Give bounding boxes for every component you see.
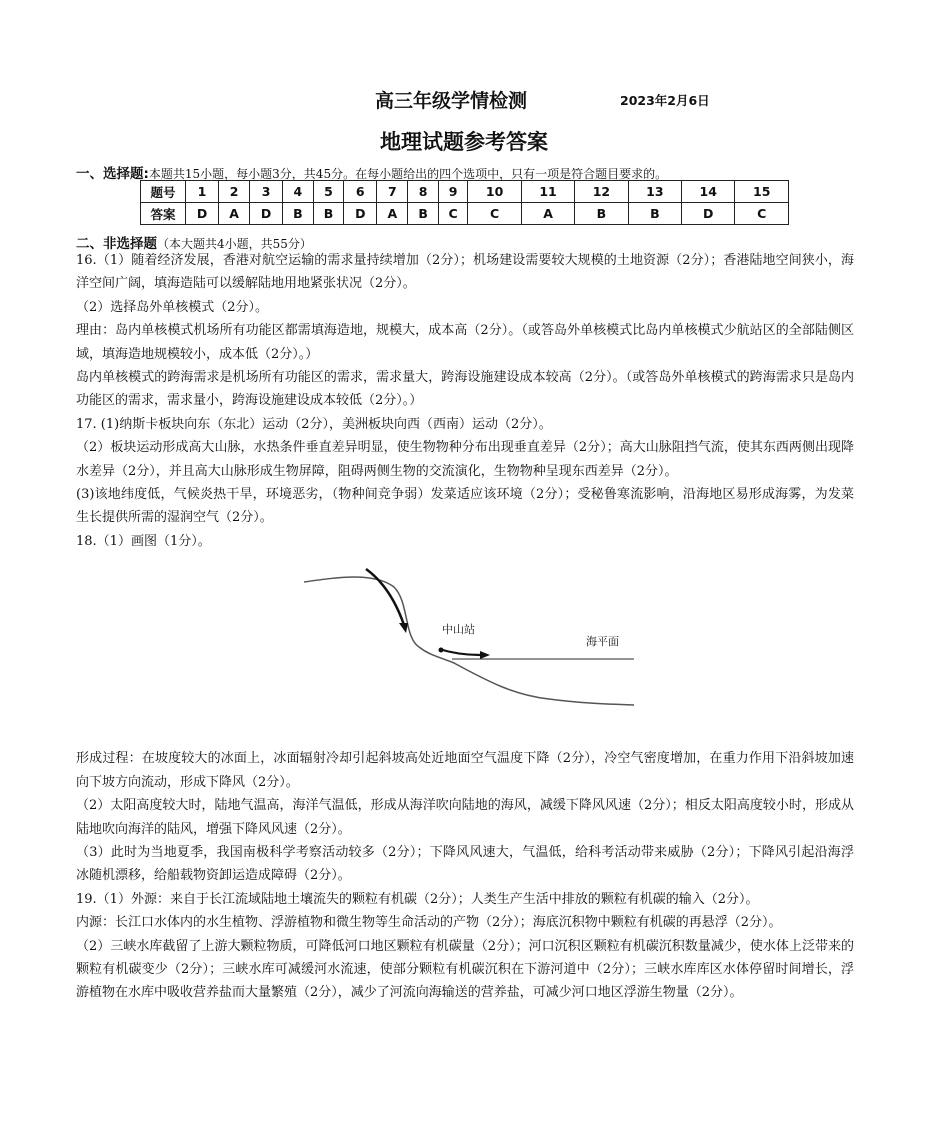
paragraph: 16.（1）随着经济发展，香港对航空运输的需求量持续增加（2分）；机场建设需要较大规模的土地资源（2分）；香港陆地空间狭小，海洋空间广阔，填海造陆可以缓解陆地用地紧张状况（2分）。 <box>76 253 854 292</box>
table-cell: A <box>377 203 408 225</box>
answer-table-answer-row <box>141 203 789 225</box>
answer-table <box>140 180 789 225</box>
table-cell: D <box>250 203 283 225</box>
table-cell: 6 <box>344 181 377 203</box>
table-cell: C <box>438 203 468 225</box>
table-cell: C <box>468 203 521 225</box>
wind-arrow-down <box>366 569 404 625</box>
paragraph: (3)该地纬度低，气候炎热干旱，环境恶劣，（物种间竞争弱）发菜适应该环境（2分）；受秘鲁寒流影响，沿海地区易形成海雾，为发菜生长提供所需的湿润空气（2分）。 <box>76 487 854 526</box>
table-cell: 9 <box>438 181 468 203</box>
table-cell: B <box>575 203 628 225</box>
slope-diagram <box>304 567 634 727</box>
table-cell: D <box>186 203 219 225</box>
paragraph: 理由：岛内单核模式机场所有功能区都需填海造地，规模大，成本高（2分）。（或答岛外单核模式比岛内单核模式少航站区的全部陆侧区域，填海造地规模较小，成本低（2分）。） <box>76 323 854 362</box>
table-cell: B <box>628 203 681 225</box>
table-cell: 4 <box>283 181 314 203</box>
table-cell: A <box>219 203 250 225</box>
paragraph: 18.（1）画图（1分）。 <box>76 533 211 549</box>
header <box>0 86 928 114</box>
wind-arrowhead-along <box>480 651 490 659</box>
paragraph: （3）此时为当地夏季，我国南极科学考察活动较多（2分）；下降风风速大，气温低，给科考活动带来威胁（2分）；下降风引起沿海浮冰随机漂移，给船载物资卸运造成障碍（2分）。 <box>76 844 854 884</box>
table-cell: 1 <box>186 181 219 203</box>
answer-table-number-row <box>141 181 789 203</box>
station-point <box>439 648 444 653</box>
exam-date: 2023年2月6日 <box>620 93 710 108</box>
station-label: 中山站 <box>442 623 475 637</box>
katabatic-wind-figure <box>76 553 854 747</box>
section1-note: 本题共15小题，每小题3分，共45分。在每小题给出的四个选项中，只有一项是符合题目要求的。 <box>148 167 668 181</box>
answer-content <box>76 249 854 1005</box>
exam-title: 高三年级学情检测 <box>375 90 528 112</box>
table-cell: 3 <box>250 181 283 203</box>
table-cell: A <box>521 203 574 225</box>
table-cell: 13 <box>628 181 681 203</box>
table-cell: D <box>344 203 377 225</box>
table-cell: B <box>283 203 314 225</box>
table-cell: 12 <box>575 181 628 203</box>
table-cell: 2 <box>219 181 250 203</box>
row-header-answer: 答案 <box>141 203 186 225</box>
wind-arrow-along <box>439 649 480 655</box>
table-cell: 15 <box>735 181 789 203</box>
paragraph: 岛内单核模式的跨海需求是机场所有功能区的需求，需求量大，跨海设施建设成本较高（2分）。（或答岛外单核模式的跨海需求只是岛内功能区的需求，需求量小，跨海设施建设成本较低（2分）。） <box>76 370 854 409</box>
table-cell: D <box>682 203 735 225</box>
paragraph: 内源：长江口水体内的水生植物、浮游植物和微生物等生命活动的产物（2分）；海底沉积物中颗粒有机碳的再悬浮（2分）。 <box>76 915 782 931</box>
section2-heading: 二、非选择题 <box>76 236 157 252</box>
section1-header <box>76 162 667 182</box>
paragraph: 17. (1)纳斯卡板块向东（东北）运动（2分），美洲板块向西（西南）运动（2分）。 <box>76 416 552 432</box>
table-cell: C <box>735 203 789 225</box>
page-title: 地理试题参考答案 <box>380 130 548 154</box>
table-cell: 14 <box>682 181 735 203</box>
row-header-number: 题号 <box>141 181 186 203</box>
paragraph: （2）太阳高度较大时，陆地气温高，海洋气温低，形成从海洋吹向陆地的海风，减缓下降风风速（2分）；相反太阳高度较小时，形成从陆地吹向海洋的陆风，增强下降风风速（2分）。 <box>76 798 854 837</box>
sea-level-label: 海平面 <box>586 635 619 649</box>
table-cell: B <box>408 203 439 225</box>
paragraph: （2）选择岛外单核模式（2分）。 <box>76 299 269 315</box>
table-cell: 7 <box>377 181 408 203</box>
paragraph: 形成过程：在坡度较大的冰面上，冰面辐射冷却引起斜坡高处近地面空气温度下降（2分），冷空气密度增加，在重力作用下沿斜坡加速向下坡方向流动，形成下降风（2分）。 <box>76 751 854 790</box>
table-cell: 8 <box>408 181 439 203</box>
paragraph: （2）三峡水库截留了上游大颗粒物质，可降低河口地区颗粒有机碳量（2分）；河口沉积区颗粒有机碳沉积数量减少，使水体上泛带来的颗粒有机碳变少（2分）；三峡水库可减缓河水流速，使部分颗粒有机碳沉积在下游河道中（2分）；三峡水库库区水体停留时间增长，浮游植物在水库中吸收营养盐而大量繁殖（2分），减少了河流向海输送的营养盐，可减少河口地区浮游生物量（2分）。 <box>76 938 854 1001</box>
table-cell: 10 <box>468 181 521 203</box>
table-cell: 11 <box>521 181 574 203</box>
paragraph: 19.（1）外源：来自于长江流域陆地土壤流失的颗粒有机碳（2分）；人类生产生活中排放的颗粒有机碳的输入（2分）。 <box>76 891 759 907</box>
section1-heading: 一、选择题: <box>76 166 149 182</box>
table-cell: B <box>313 203 344 225</box>
table-cell: 5 <box>313 181 344 203</box>
paragraph: （2）板块运动形成高大山脉，水热条件垂直差异明显，使生物物种分布出现垂直差异（2分）；高大山脉阻挡气流，使其东西两侧出现降水差异（2分），并且高大山脉形成生物屏障，阻碍两侧生物的交流演化，生物物种呈现东西差异（2分）。 <box>76 440 854 479</box>
wind-arrowhead-down <box>399 623 408 633</box>
section2-note: （本大题共4小题，共55分） <box>157 237 312 251</box>
